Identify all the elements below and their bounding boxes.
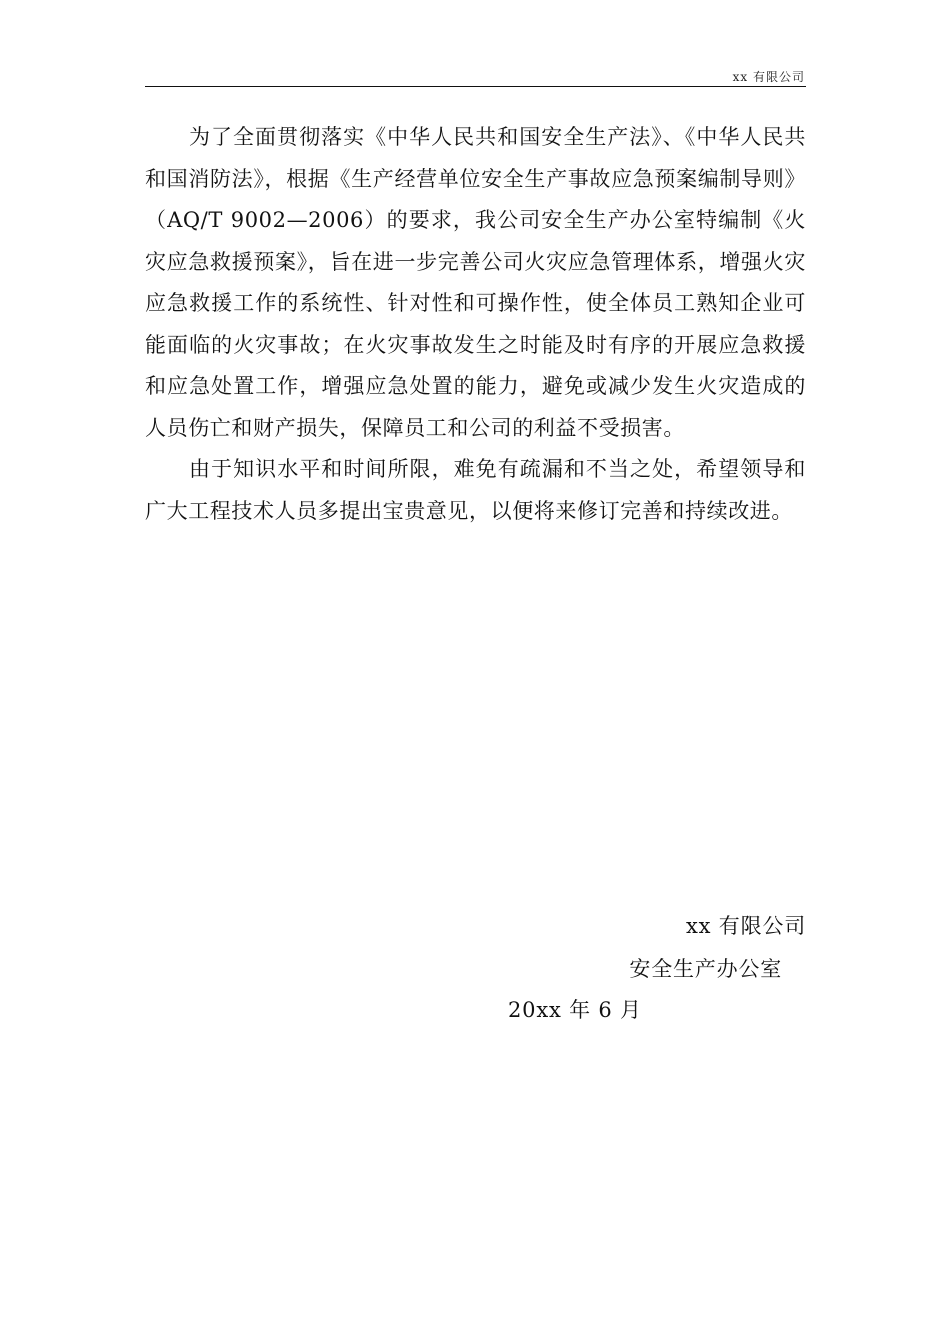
header-divider — [145, 86, 806, 87]
preface-paragraph-2: 由于知识水平和时间所限，难免有疏漏和不当之处，希望领导和广大工程技术人员多提出宝贵意见，以便将来修订完善和持续改进。 — [145, 457, 806, 523]
header-company-name: xx 有限公司 — [732, 70, 805, 84]
signature-company: xx 有限公司 — [686, 914, 806, 938]
preface-paragraph-1: 为了全面贯彻落实《中华人民共和国安全生产法》、《中华人民共和国消防法》，根据《生产经营单位安全生产事故应急预案编制导则》（AQ/T 9002—2006）的要求，我公司安全生产办公室特编制《火灾应急救援预案》，旨在进一步完善公司火灾应急管理体系，增强火灾应急救援工作的系统性、针对性和可操作性，使全体员工熟知企业可能面临的火灾事故；在火灾事故发生之时能及时有序的开展应急救援和应急处置工作，增强应急处置的能力，避免或减少发生火灾造成的人员伤亡和财产损失，保障员工和公司的利益不受损害。 — [145, 125, 806, 440]
signature-department: 安全生产办公室 — [629, 957, 782, 981]
signature-date: 20xx 年 6 月 — [508, 998, 642, 1022]
document-body — [145, 117, 806, 532]
